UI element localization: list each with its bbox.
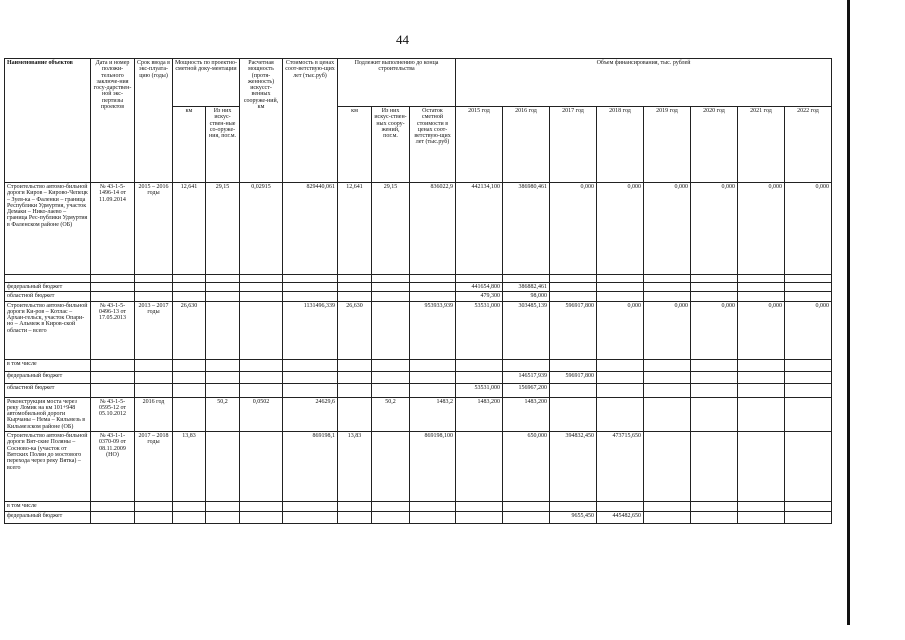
period-cell: 2013 – 2017 годы xyxy=(135,301,173,359)
empty-cell xyxy=(173,502,206,512)
budget-row xyxy=(5,383,832,397)
funding-cell xyxy=(550,283,597,292)
object-name-cell: областной бюджет xyxy=(5,383,91,397)
funding-cell xyxy=(644,383,691,397)
funding-cell xyxy=(738,283,785,292)
funding-cell: 0,000 xyxy=(785,183,832,275)
funding-cell: 1483,200 xyxy=(456,397,503,431)
empty-cell xyxy=(283,359,338,371)
header-capacity-km: км xyxy=(173,107,206,183)
funding-cell xyxy=(738,275,785,283)
object-row xyxy=(5,432,832,502)
empty-cell xyxy=(206,292,240,301)
budget-row xyxy=(5,371,832,383)
page-edge-rule xyxy=(847,0,850,625)
empty-cell xyxy=(410,359,456,371)
progress-km-cell: 13,83 xyxy=(338,432,372,502)
empty-cell xyxy=(91,371,135,383)
budget-row xyxy=(5,275,832,283)
funding-cell: 53531,000 xyxy=(456,383,503,397)
empty-cell xyxy=(240,371,283,383)
funding-cell xyxy=(456,371,503,383)
header-period: Срок ввода в экс-плуата-цию (годы) xyxy=(135,59,173,183)
header-progress-rest: Остаток сметной стоимости в ценах соот-ветствую-щих лет (тыс.руб) xyxy=(410,107,456,183)
funding-cell xyxy=(691,383,738,397)
funding-cell: 0,000 xyxy=(738,183,785,275)
progress-art-cell xyxy=(372,432,410,502)
empty-cell xyxy=(283,292,338,301)
funding-cell: 441654,800 xyxy=(456,283,503,292)
header-year: 2017 год xyxy=(550,107,597,183)
funding-cell: 0,000 xyxy=(691,301,738,359)
empty-cell xyxy=(91,292,135,301)
empty-cell xyxy=(206,275,240,283)
funding-cell xyxy=(738,502,785,512)
funding-cell xyxy=(785,359,832,371)
progress-km-cell xyxy=(338,397,372,431)
header-year: 2015 год xyxy=(456,107,503,183)
object-name-cell: в том числе xyxy=(5,359,91,371)
funding-cell xyxy=(644,359,691,371)
funding-cell: 98,000 xyxy=(503,292,550,301)
empty-cell xyxy=(372,359,410,371)
empty-cell xyxy=(135,383,173,397)
funding-cell xyxy=(550,275,597,283)
funding-cell xyxy=(503,359,550,371)
empty-cell xyxy=(283,275,338,283)
cost-cell: 829440,061 xyxy=(283,183,338,275)
empty-cell xyxy=(338,359,372,371)
header-funding: Объем финансирования, тыс. рублей xyxy=(456,59,832,107)
empty-cell xyxy=(91,275,135,283)
funding-cell: 442134,100 xyxy=(456,183,503,275)
funding-cell xyxy=(644,432,691,502)
empty-cell xyxy=(173,359,206,371)
empty-cell xyxy=(240,275,283,283)
funding-cell xyxy=(456,512,503,524)
budget-row xyxy=(5,283,832,292)
funding-cell xyxy=(597,359,644,371)
empty-cell xyxy=(206,371,240,383)
funding-cell xyxy=(738,292,785,301)
funding-cell xyxy=(644,275,691,283)
funding-cell xyxy=(785,512,832,524)
funding-cell: 9655,450 xyxy=(550,512,597,524)
funding-cell xyxy=(738,383,785,397)
empty-cell xyxy=(338,292,372,301)
empty-cell xyxy=(173,292,206,301)
header-name: Наименование объектов xyxy=(5,59,91,183)
expertise-cell: № 43-1-5-1496-14 от 11.09.2014 xyxy=(91,183,135,275)
funding-cell xyxy=(597,371,644,383)
empty-cell xyxy=(240,383,283,397)
funding-cell xyxy=(644,283,691,292)
empty-cell xyxy=(283,283,338,292)
funding-cell: 303485,139 xyxy=(503,301,550,359)
empty-cell xyxy=(372,512,410,524)
header-year: 2018 год xyxy=(597,107,644,183)
capacity-km-cell: 26,630 xyxy=(173,301,206,359)
empty-cell xyxy=(240,512,283,524)
object-name-cell: федеральный бюджет xyxy=(5,512,91,524)
empty-cell xyxy=(372,383,410,397)
empty-cell xyxy=(410,383,456,397)
capacity-art-cell: 29,15 xyxy=(206,183,240,275)
empty-cell xyxy=(240,292,283,301)
empty-cell xyxy=(283,371,338,383)
empty-cell xyxy=(206,283,240,292)
object-name-cell: Реконструкция моста через реку Ломик на км 101+948 автомобильной дороги Кырчаны – Нема – Кильмезь в Кильмезском районе (ОБ) xyxy=(5,397,91,431)
empty-cell xyxy=(135,512,173,524)
calc-capacity-cell xyxy=(240,432,283,502)
funding-cell xyxy=(691,397,738,431)
header-year: 2022 год xyxy=(785,107,832,183)
funding-cell xyxy=(691,275,738,283)
object-row xyxy=(5,301,832,359)
header-progress: Подлежит выполнению до конца строительства xyxy=(338,59,456,107)
empty-cell xyxy=(91,359,135,371)
funding-cell xyxy=(550,292,597,301)
empty-cell xyxy=(372,292,410,301)
progress-rest-cell: 953933,939 xyxy=(410,301,456,359)
header-progress-km: км xyxy=(338,107,372,183)
funding-cell: 0,000 xyxy=(738,301,785,359)
funding-cell xyxy=(644,371,691,383)
funding-cell xyxy=(550,397,597,431)
empty-cell xyxy=(372,283,410,292)
empty-cell xyxy=(91,502,135,512)
empty-cell xyxy=(135,275,173,283)
empty-cell xyxy=(173,383,206,397)
funding-cell: 596917,800 xyxy=(550,371,597,383)
funding-cell xyxy=(738,371,785,383)
object-name-cell: Строительство автомо-бильной дороги Вят-ские Поляны – Сосново-ка (участок от Вятских Полян до мостового перехода через реку Вятка) – всего xyxy=(5,432,91,502)
funding-cell xyxy=(785,275,832,283)
header-doc: Дата и номер положи-тельного заключе-ния госу-дарствен-ной экс-пертизы проектов xyxy=(91,59,135,183)
empty-cell xyxy=(410,283,456,292)
capacity-art-cell: 50,2 xyxy=(206,397,240,431)
header-cost: Стоимость в ценах соот-ветствую-щих лет (тыс.руб) xyxy=(283,59,338,183)
funding-cell xyxy=(644,292,691,301)
progress-art-cell xyxy=(372,301,410,359)
budget-row xyxy=(5,359,832,371)
empty-cell xyxy=(240,359,283,371)
empty-cell xyxy=(135,359,173,371)
empty-cell xyxy=(372,275,410,283)
empty-cell xyxy=(173,283,206,292)
funding-cell xyxy=(691,512,738,524)
funding-cell xyxy=(597,383,644,397)
object-row xyxy=(5,397,832,431)
calc-capacity-cell: 0,0502 xyxy=(240,397,283,431)
funding-cell xyxy=(691,502,738,512)
funding-cell xyxy=(597,283,644,292)
funding-cell xyxy=(738,397,785,431)
calc-capacity-cell: 0,02915 xyxy=(240,183,283,275)
funding-cell xyxy=(785,432,832,502)
empty-cell xyxy=(173,371,206,383)
object-row xyxy=(5,183,832,275)
object-name-cell: федеральный бюджет xyxy=(5,371,91,383)
object-name-cell: Строительство автомо-бильной дороги Ки-ров – Котлас – Архан-гельск, участок Опари-но – Альмеж в Киров-ской области – всего xyxy=(5,301,91,359)
empty-cell xyxy=(91,283,135,292)
period-cell: 2016 год xyxy=(135,397,173,431)
funding-cell: 596917,800 xyxy=(550,301,597,359)
cost-cell: 24629,6 xyxy=(283,397,338,431)
funding-cell: 386980,461 xyxy=(503,183,550,275)
funding-cell: 473715,650 xyxy=(597,432,644,502)
object-name-cell: федеральный бюджет xyxy=(5,283,91,292)
funding-cell xyxy=(456,275,503,283)
budget-row xyxy=(5,502,832,512)
page-number: 44 xyxy=(396,32,409,47)
funding-cell: 156967,200 xyxy=(503,383,550,397)
header-progress-art: Из них искус-ствен-ных соору-жений, пог.м. xyxy=(372,107,410,183)
empty-cell xyxy=(410,292,456,301)
calc-capacity-cell xyxy=(240,301,283,359)
empty-cell xyxy=(410,275,456,283)
empty-cell xyxy=(410,371,456,383)
empty-cell xyxy=(410,502,456,512)
header-year: 2021 год xyxy=(738,107,785,183)
funding-cell: 0,000 xyxy=(550,183,597,275)
object-name-cell: Строительство автомо-бильной дороги Киров – Кирово-Чепецк – Зуев-ка – Фаленки – граница Республики Удмуртия, участок Демаки – Нико-лаево – граница Рес-публики Удмуртия в Фаленском районе (ОБ) xyxy=(5,183,91,275)
empty-cell xyxy=(338,383,372,397)
empty-cell xyxy=(135,502,173,512)
empty-cell xyxy=(206,383,240,397)
funding-cell: 0,000 xyxy=(691,183,738,275)
progress-art-cell: 50,2 xyxy=(372,397,410,431)
funding-cell xyxy=(503,502,550,512)
object-name-cell xyxy=(5,275,91,283)
funding-cell: 445482,650 xyxy=(597,512,644,524)
empty-cell xyxy=(338,512,372,524)
cost-cell: 869198,1 xyxy=(283,432,338,502)
capacity-art-cell xyxy=(206,432,240,502)
empty-cell xyxy=(240,283,283,292)
funding-cell: 0,000 xyxy=(597,183,644,275)
funding-cell xyxy=(597,502,644,512)
progress-rest-cell: 1483,2 xyxy=(410,397,456,431)
empty-cell xyxy=(410,512,456,524)
funding-cell xyxy=(738,512,785,524)
empty-cell xyxy=(283,502,338,512)
header-year: 2016 год xyxy=(503,107,550,183)
funding-cell xyxy=(550,502,597,512)
cost-cell: 1131496,339 xyxy=(283,301,338,359)
funding-cell xyxy=(644,502,691,512)
empty-cell xyxy=(338,502,372,512)
object-name-cell: в том числе xyxy=(5,502,91,512)
funding-cell xyxy=(691,432,738,502)
funding-cell xyxy=(738,359,785,371)
empty-cell xyxy=(206,359,240,371)
empty-cell xyxy=(372,371,410,383)
funding-cell xyxy=(503,275,550,283)
capacity-km-cell xyxy=(173,397,206,431)
funding-cell: 0,000 xyxy=(597,301,644,359)
funding-cell xyxy=(550,359,597,371)
period-cell: 2017 – 2018 годы xyxy=(135,432,173,502)
funding-cell xyxy=(691,371,738,383)
empty-cell xyxy=(135,371,173,383)
capacity-art-cell xyxy=(206,301,240,359)
funding-cell xyxy=(691,283,738,292)
funding-cell xyxy=(456,432,503,502)
empty-cell xyxy=(91,383,135,397)
progress-rest-cell: 869198,100 xyxy=(410,432,456,502)
expertise-cell: № 43-1-1-0370-09 от 08.11.2009 (НО) xyxy=(91,432,135,502)
funding-cell: 0,000 xyxy=(785,301,832,359)
funding-cell xyxy=(644,397,691,431)
header-year: 2019 год xyxy=(644,107,691,183)
header-capacity-art: Из них искус-ствен-ные со-оруже-ния, пог.м. xyxy=(206,107,240,183)
empty-cell xyxy=(91,512,135,524)
funding-cell xyxy=(456,502,503,512)
empty-cell xyxy=(135,283,173,292)
empty-cell xyxy=(173,275,206,283)
empty-cell xyxy=(206,512,240,524)
funding-cell xyxy=(597,275,644,283)
empty-cell xyxy=(206,502,240,512)
funding-cell: 53531,000 xyxy=(456,301,503,359)
funding-cell: 650,000 xyxy=(503,432,550,502)
expertise-cell: № 43-1-5-0496-13 от 17.05.2013 xyxy=(91,301,135,359)
funding-cell xyxy=(785,283,832,292)
empty-cell xyxy=(338,275,372,283)
empty-cell xyxy=(135,292,173,301)
header-capacity: Мощность по проектно-сметной доку-ментации xyxy=(173,59,240,107)
empty-cell xyxy=(372,502,410,512)
funding-cell: 386882,461 xyxy=(503,283,550,292)
budget-row xyxy=(5,292,832,301)
funding-cell xyxy=(785,383,832,397)
funding-cell: 394832,450 xyxy=(550,432,597,502)
table-body xyxy=(5,183,832,524)
funding-cell xyxy=(785,502,832,512)
funding-cell xyxy=(503,512,550,524)
empty-cell xyxy=(338,371,372,383)
funding-cell xyxy=(738,432,785,502)
capacity-km-cell: 12,641 xyxy=(173,183,206,275)
funding-cell xyxy=(785,371,832,383)
empty-cell xyxy=(240,502,283,512)
capacity-km-cell: 13,83 xyxy=(173,432,206,502)
funding-cell xyxy=(785,397,832,431)
funding-cell: 479,300 xyxy=(456,292,503,301)
funding-cell xyxy=(785,292,832,301)
funding-cell xyxy=(456,359,503,371)
funding-cell: 0,000 xyxy=(644,183,691,275)
empty-cell xyxy=(338,283,372,292)
funding-cell xyxy=(691,359,738,371)
funding-cell xyxy=(597,397,644,431)
progress-km-cell: 26,630 xyxy=(338,301,372,359)
period-cell: 2015 – 2016 годы xyxy=(135,183,173,275)
funding-cell xyxy=(597,292,644,301)
funding-cell: 0,000 xyxy=(644,301,691,359)
financing-table xyxy=(4,58,832,524)
object-name-cell: областной бюджет xyxy=(5,292,91,301)
header-year: 2020 год xyxy=(691,107,738,183)
empty-cell xyxy=(283,383,338,397)
progress-art-cell: 29,15 xyxy=(372,183,410,275)
funding-cell xyxy=(691,292,738,301)
funding-cell xyxy=(550,383,597,397)
funding-cell: 1483,200 xyxy=(503,397,550,431)
funding-cell: 146517,939 xyxy=(503,371,550,383)
budget-row xyxy=(5,512,832,524)
funding-cell xyxy=(644,512,691,524)
progress-rest-cell: 836022,9 xyxy=(410,183,456,275)
empty-cell xyxy=(173,512,206,524)
empty-cell xyxy=(283,512,338,524)
progress-km-cell: 12,641 xyxy=(338,183,372,275)
header-calc-capacity: Расчетная мощность (протя-женность) искусст-венных сооруже-ний, км xyxy=(240,59,283,183)
expertise-cell: № 43-1-5-0595-12 от 05.10.2012 xyxy=(91,397,135,431)
